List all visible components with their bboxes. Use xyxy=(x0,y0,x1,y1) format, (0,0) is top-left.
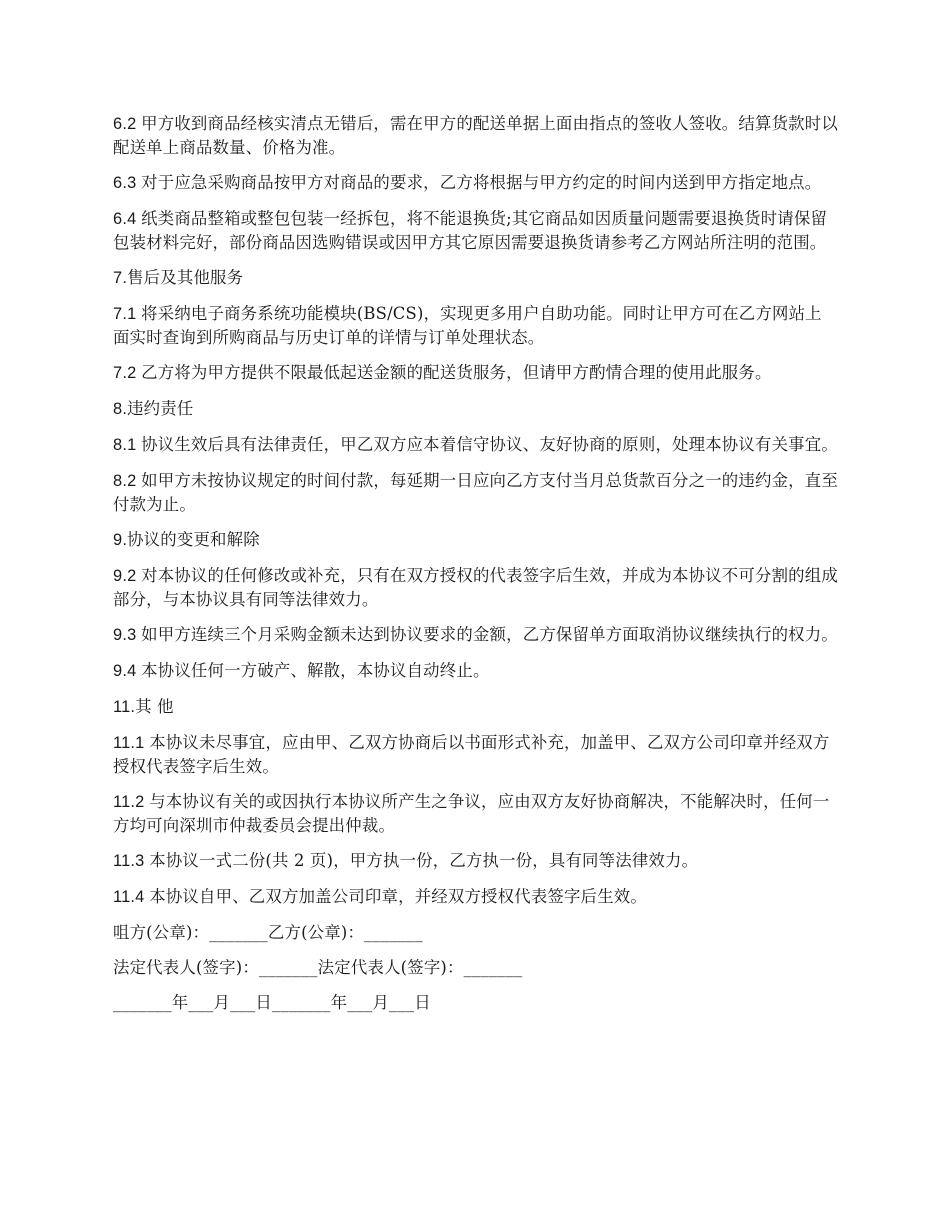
clause-number: 9.3 xyxy=(113,626,142,644)
clause-7-1 xyxy=(113,302,838,349)
clause-number: 6.2 xyxy=(113,115,142,133)
section-heading-7 xyxy=(113,266,838,290)
clause-number: 6.3 xyxy=(113,174,142,192)
clause-6-3 xyxy=(113,171,838,195)
clause-text: 纸类商品整箱或整包包装一经拆包，将不能退换货;其它商品如因质量问题需要退换货时请保留包装材料完好，部份商品因选购错误或因甲方其它原因需要退换货请参考乙方网站所注明的范围。 xyxy=(113,209,828,252)
clause-9-4 xyxy=(113,659,838,683)
clause-number: 7.2 xyxy=(113,364,142,382)
clause-7-2 xyxy=(113,361,838,385)
section-heading-11 xyxy=(113,695,838,719)
clause-text: 与本协议有关的或因执行本协议所产生之争议，应由双方友好协商解决，不能解决时，任何一方均可向深圳市仲裁委员会提出仲裁。 xyxy=(113,792,830,835)
clause-number: 8.1 xyxy=(113,436,142,454)
clause-number: 8.2 xyxy=(113,472,142,490)
clause-8-2 xyxy=(113,469,838,516)
section-number: 9. xyxy=(113,531,128,549)
clause-9-3 xyxy=(113,623,838,647)
clause-text: 协议生效后具有法律责任，甲乙双方应本着信守协议、友好协商的原则，处理本协议有关事宜。 xyxy=(141,435,838,454)
section-title: 售后及其他服务 xyxy=(127,268,244,287)
section-number: 7. xyxy=(113,269,128,287)
signature-seal-line: 咀方(公章)：_______乙方(公章)：_______ xyxy=(113,923,423,942)
clause-6-2 xyxy=(113,112,838,159)
clause-number: 11.3 xyxy=(113,852,150,870)
clause-text: 乙方将为甲方提供不限最低起送金额的配送货服务，但请甲方酌情合理的使用此服务。 xyxy=(141,363,772,382)
clause-text: 对于应急采购商品按甲方对商品的要求，乙方将根据与甲方约定的时间内送到甲方指定地点。 xyxy=(141,173,822,192)
section-title: 协议的变更和解除 xyxy=(127,530,260,549)
clause-number: 11.1 xyxy=(113,734,150,752)
clause-text: 如甲方连续三个月采购金额未达到协议要求的金额，乙方保留单方面取消协议继续执行的权力。 xyxy=(141,625,838,644)
clause-11-4 xyxy=(113,885,838,909)
section-title: 违约责任 xyxy=(127,399,194,418)
clause-text: 将采纳电子商务系统功能模块(BS/CS)，实现更多用户自助功能。同时让甲方可在乙方网站上面实时查询到所购商品与历史订单的详情与订单处理状态。 xyxy=(113,304,822,347)
clause-text: 本协议任何一方破产、解散，本协议自动终止。 xyxy=(141,661,490,680)
clause-6-4 xyxy=(113,207,838,254)
signature-representative-line: 法定代表人(签字)：_______法定代表人(签字)：_______ xyxy=(113,958,523,977)
clause-11-2 xyxy=(113,790,838,837)
clause-number: 11.2 xyxy=(113,793,150,811)
section-number: 8. xyxy=(113,400,128,418)
signature-date-line: _______年___月___日_______年___月___日 xyxy=(113,993,431,1012)
clause-number: 6.4 xyxy=(113,210,142,228)
section-title: 其 他 xyxy=(135,697,174,716)
clause-text: 甲方收到商品经核实清点无错后，需在甲方的配送单据上面由指点的签收人签收。结算货款时以配送单上商品数量、价格为准。 xyxy=(113,114,838,157)
clause-text: 本协议一式二份(共 2 页)，甲方执一份，乙方执一份，具有同等法律效力。 xyxy=(149,851,699,870)
clause-9-2 xyxy=(113,564,838,611)
section-heading-8 xyxy=(113,397,838,421)
clause-text: 本协议未尽事宜，应由甲、乙双方协商后以书面形式补充，加盖甲、乙双方公司印章并经双方授权代表签字后生效。 xyxy=(113,733,830,776)
clause-number: 7.1 xyxy=(113,305,142,323)
section-heading-9 xyxy=(113,528,838,552)
clause-8-1 xyxy=(113,433,838,457)
clause-11-1 xyxy=(113,731,838,778)
clause-number: 11.4 xyxy=(113,888,150,906)
clause-text: 对本协议的任何修改或补充，只有在双方授权的代表签字后生效，并成为本协议不可分割的组成部分，与本协议具有同等法律效力。 xyxy=(113,566,838,609)
clause-number: 9.4 xyxy=(113,662,142,680)
clause-text: 如甲方未按协议规定的时间付款，每延期一日应向乙方支付当月总货款百分之一的违约金，直至付款为止。 xyxy=(113,471,838,514)
clause-text: 本协议自甲、乙双方加盖公司印章，并经双方授权代表签字后生效。 xyxy=(149,887,647,906)
clause-11-3 xyxy=(113,849,838,873)
document-body xyxy=(113,112,838,1026)
clause-number: 9.2 xyxy=(113,567,142,585)
section-number: 11. xyxy=(113,698,136,716)
